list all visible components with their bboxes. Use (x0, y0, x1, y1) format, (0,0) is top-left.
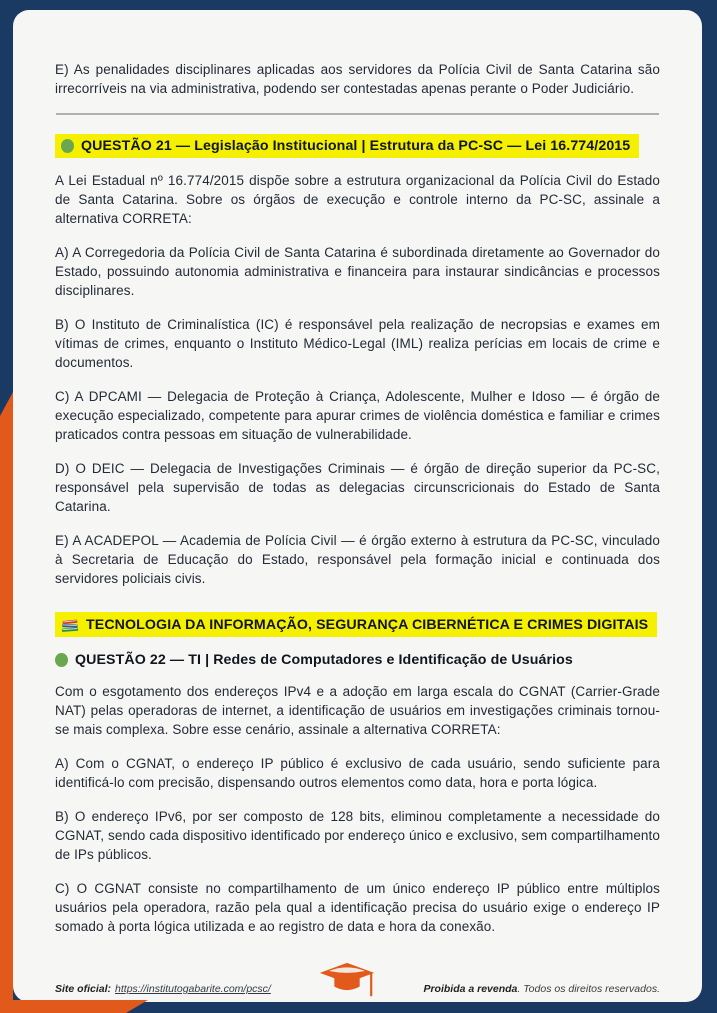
question-option: E) A ACADEPOL — Academia de Polícia Civil — é órgão externo à estrutura da PC-SC, vinculado à Secretaria de Educação do Estado, responsável pela formação inicial e continuada dos servidores policiais civis. (55, 533, 660, 586)
footer-rights-bold: Proibida a revenda (423, 983, 518, 995)
question-option: C) O CGNAT consiste no compartilhamento de um único endereço IP público entre múltiplos usuários pela operadora, razão pela qual a identificação precisa do usuário exige o endereço IP somado à porta lógica utilizada e ao registro de data e hora da conexão. (55, 881, 660, 934)
question-21-header (55, 134, 639, 158)
footer-site-link[interactable]: https://institutogabarite.com/pcsc/ (115, 983, 271, 995)
question-21-intro: A Lei Estadual nº 16.774/2015 dispõe sobre a estrutura organizacional da Polícia Civil do Estado de Santa Catarina. Sobre os órgãos de execução e controle interno da PC-SC, assinale a alternativa CORRETA: (55, 173, 660, 226)
bottom-accent-bar (0, 1000, 148, 1013)
question-option: A) A Corregedoria da Polícia Civil de Santa Catarina é subordinada diretamente ao Governador do Estado, possuindo autonomia administrativa e financeira para instaurar sindicâncias e processos disciplinares. (55, 245, 660, 298)
question-option: A) Com o CGNAT, o endereço IP público é exclusivo de cada usuário, sendo suficiente para identificá-lo com precisão, dispensando outros elementos como data, hora e porta lógica. (55, 756, 660, 790)
question-option: B) O endereço IPv6, por ser composto de 128 bits, eliminou completamente a necessidade do CGNAT, sendo cada dispositivo identificado por endereço único e exclusivo, sem compartilhamento de IPs públicos. (55, 809, 660, 862)
footer-rights (423, 983, 660, 995)
footer-site (55, 983, 271, 995)
question-option: E) As penalidades disciplinares aplicadas aos servidores da Polícia Civil de Santa Catarina são irrecorríveis na via administrativa, podendo ser contestadas apenas perante o Poder Judiciário. (55, 62, 660, 96)
footer-site-label: Site oficial: (55, 983, 112, 995)
footer-rights-rest: . Todos os direitos reservados. (517, 983, 660, 995)
left-accent-strip (0, 392, 13, 1013)
question-21-header-label: QUESTÃO 21 — Legislação Institucional | Estrutura da PC-SC — Lei 16.774/2015 (81, 138, 631, 154)
page-footer (55, 953, 660, 995)
question-option: D) O DEIC — Delegacia de Investigações Criminais — é órgão de direção superior da PC-SC, responsável pela supervisão de todas as delegacias circunscricionais do Estado de Santa Catarina. (55, 461, 660, 514)
document-page (13, 10, 702, 1002)
section-header (55, 612, 657, 637)
question-22-intro: Com o esgotamento dos endereços IPv4 e a adoção em larga escala do CGNAT (Carrier-Grade NAT) pelas operadoras de internet, a identificação de usuários em investigações criminais tornou-se mais complexa. Sobre esse cenário, assinale a alternativa CORRETA: (55, 684, 660, 737)
question-option: C) A DPCAMI — Delegacia de Proteção à Criança, Adolescente, Mulher e Idoso — é órgão de execução especializado, competente para apurar crimes de violência doméstica e familiar e crimes praticados contra pessoas em situação de vulnerabilidade. (55, 389, 660, 442)
question-22-header (55, 650, 573, 670)
books-icon (61, 616, 79, 633)
question-22-header-label: QUESTÃO 22 — TI | Redes de Computadores e Identificação de Usuários (75, 652, 573, 668)
green-dot-icon (61, 139, 74, 153)
section-divider (56, 113, 659, 115)
green-dot-icon (55, 653, 68, 667)
question-option: B) O Instituto de Criminalística (IC) é responsável pela realização de necropsias e exames em vítimas de crimes, enquanto o Instituto Médico-Legal (IML) realiza perícias em locais de crime e documentos. (55, 317, 660, 370)
graduation-cap-icon (318, 960, 376, 1002)
section-header-label: TECNOLOGIA DA INFORMAÇÃO, SEGURANÇA CIBERNÉTICA E CRIMES DIGITAIS (86, 616, 649, 633)
